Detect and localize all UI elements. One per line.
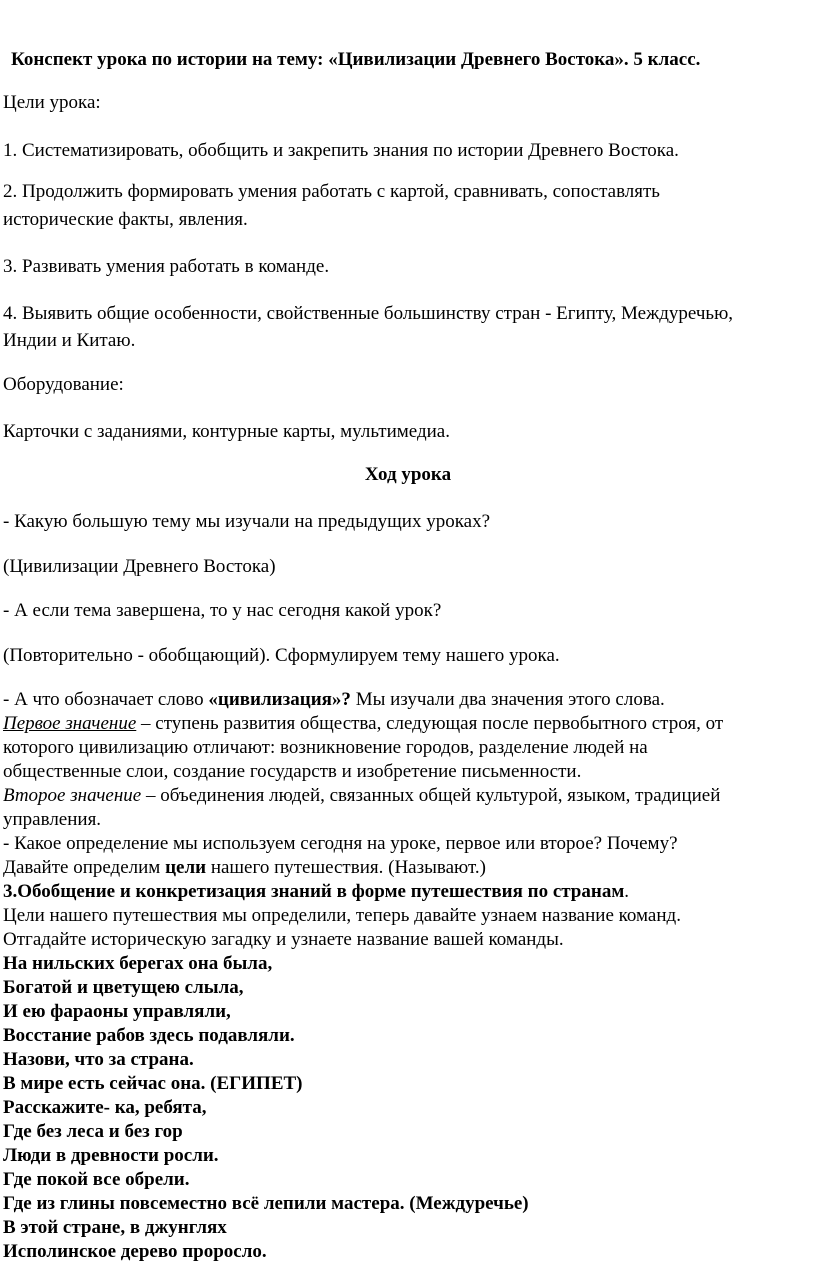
riddle-line: Где покой все обрели.	[3, 1169, 190, 1190]
first-meaning-text: – ступень развития общества, следующая после первобытного строя, от	[136, 713, 724, 734]
equipment-text: Карточки с заданиями, контурные карты, мультимедиа.	[3, 421, 450, 442]
second-meaning-term: Второе значение	[3, 785, 142, 806]
dialogue-answer-2: (Повторительно - обобщающий). Сформулируем тему нашего урока.	[3, 645, 560, 666]
lesson-goals-line	[3, 857, 486, 879]
dialogue-question-1: - Какую большую тему мы изучали на предыдущих уроках?	[3, 511, 491, 532]
riddle-line: Исполинское дерево проросло.	[3, 1241, 267, 1262]
goal-4: 4. Выявить общие особенности, свойственные большинству стран - Египту, Междуречью,	[3, 303, 734, 324]
goals-heading: Цели урока:	[3, 92, 101, 113]
second-meaning-text: – объединения людей, связанных общей культурой, языком, традицией	[141, 785, 721, 806]
first-meaning-term: Первое значение	[3, 713, 137, 734]
dialogue-question-2: - А если тема завершена, то у нас сегодня какой урок?	[3, 600, 442, 621]
civilization-question	[3, 689, 665, 711]
riddle-line: Назови, что за страна.	[3, 1049, 194, 1070]
second-meaning-line-2: управления.	[3, 809, 102, 830]
section-3-heading-line	[3, 881, 629, 903]
riddle-line: Восстание рабов здесь подавляли.	[3, 1025, 295, 1046]
riddle-line: Люди в древности росли.	[3, 1145, 219, 1166]
civilization-question-start: - А что обозначает слово	[3, 689, 209, 710]
section-3-heading: 3.Обобщение и конкретизация знаний в форме путешествия по странам	[3, 881, 625, 902]
first-meaning-line-2: которого цивилизацию отличают: возникновение городов, разделение людей на	[3, 737, 648, 758]
dialogue-answer-1: (Цивилизации Древнего Востока)	[3, 556, 276, 577]
riddle-line: В мире есть сейчас она. (ЕГИПЕТ)	[3, 1073, 303, 1094]
riddle-line: Богатой и цветущею слыла,	[3, 977, 244, 998]
lesson-goals-term: цели	[165, 857, 207, 878]
section-3-heading-dot: .	[624, 881, 630, 902]
equipment-heading: Оборудование:	[3, 374, 124, 395]
goal-4-continued: Индии и Китаю.	[3, 330, 136, 351]
goal-2: 2. Продолжить формировать умения работать с картой, сравнивать, сопоставлять	[3, 181, 660, 202]
riddle-line: На нильских берегах она была,	[3, 953, 273, 974]
goal-3: 3. Развивать умения работать в команде.	[3, 256, 330, 277]
lesson-goals-end: нашего путешествия. (Называют.)	[206, 857, 486, 878]
riddle-line: Где из глины повсеместно всё лепили мастера. (Междуречье)	[3, 1193, 529, 1214]
riddle-line: В этой стране, в джунглях	[3, 1217, 227, 1238]
riddle-line: Расскажите- ка, ребята,	[3, 1097, 207, 1118]
first-meaning	[3, 713, 723, 735]
civilization-term: «цивилизация»?	[208, 689, 351, 710]
lesson-goals-start: Давайте определим	[3, 857, 166, 878]
definition-question: - Какое определение мы используем сегодня на уроке, первое или второе? Почему?	[3, 833, 678, 854]
civilization-question-end: Мы изучали два значения этого слова.	[350, 689, 665, 710]
goal-1: 1. Систематизировать, обобщить и закрепить знания по истории Древнего Востока.	[3, 140, 679, 161]
riddle-line: И ею фараоны управляли,	[3, 1001, 231, 1022]
section-3-text-1: Цели нашего путешествия мы определили, теперь давайте узнаем название команд.	[3, 905, 681, 926]
lesson-heading: Ход урока	[364, 464, 452, 485]
document-title: Конспект урока по истории на тему: «Цивилизации Древнего Востока». 5 класс.	[11, 49, 701, 70]
first-meaning-line-3: общественные слои, создание государств и изобретение письменности.	[3, 761, 582, 782]
riddle-line: Где без леса и без гор	[3, 1121, 183, 1142]
second-meaning	[3, 785, 720, 807]
section-3-text-2: Отгадайте историческую загадку и узнаете название вашей команды.	[3, 929, 564, 950]
goal-2-continued: исторические факты, явления.	[3, 209, 248, 230]
